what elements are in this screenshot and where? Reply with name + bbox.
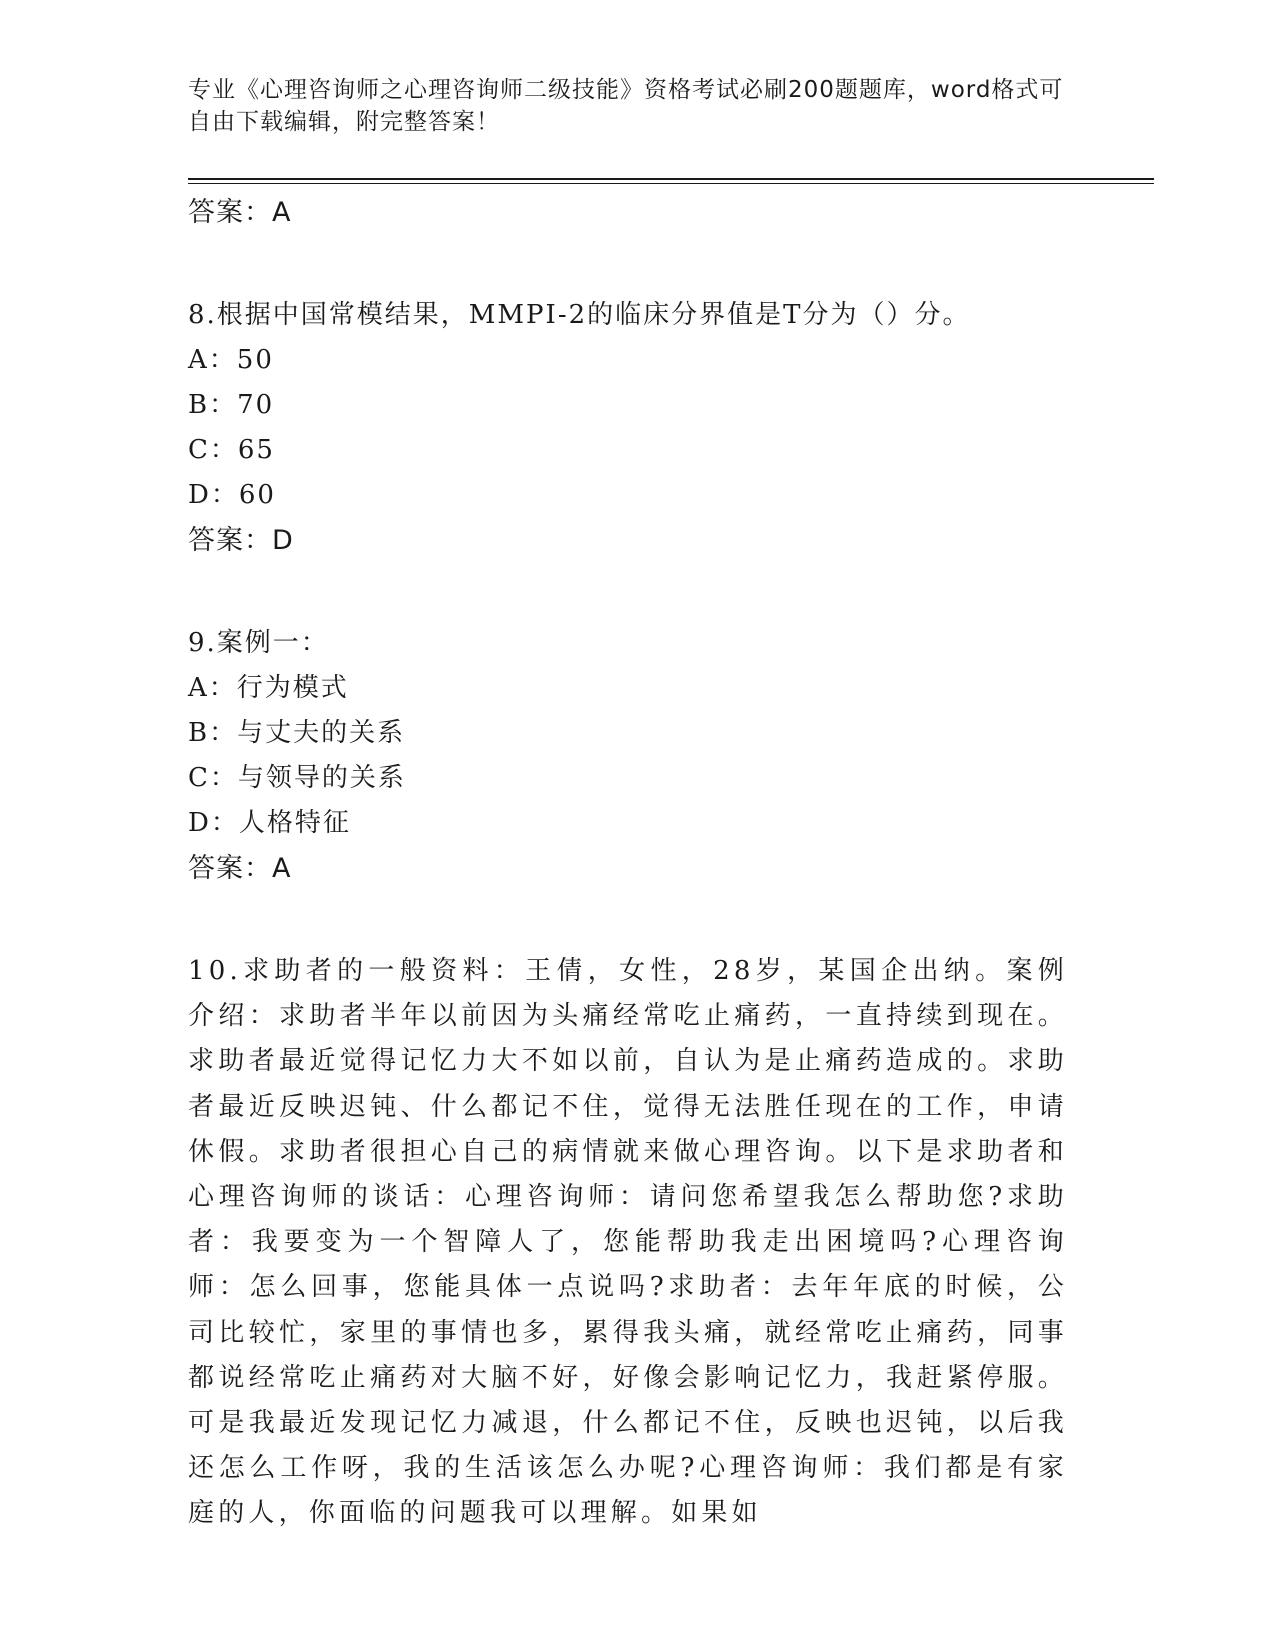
- option-c: C：与领导的关系: [188, 763, 406, 793]
- header-divider-thin: [188, 183, 1154, 184]
- spacer: [188, 235, 1088, 293]
- header-divider: [188, 178, 1154, 180]
- question-content: [188, 190, 1088, 1537]
- question-text: 8.根据中国常模结果，MMPI-2的临床分界值是T分为（）分。: [188, 300, 971, 330]
- question-block-9: [188, 621, 1088, 891]
- option-c: C：65: [188, 435, 275, 465]
- option-a: A：50: [188, 345, 274, 375]
- spacer: [188, 563, 1088, 621]
- answer-line: 答案：A: [188, 197, 292, 228]
- option-b: B：与丈夫的关系: [188, 718, 406, 748]
- question-text: 9.案例一：: [188, 628, 329, 658]
- spacer: [188, 891, 1088, 949]
- option-d: D：人格特征: [188, 808, 351, 838]
- question-text: 10.求助者的一般资料：王倩，女性，28岁，某国企出纳。案例介绍：求助者半年以前因为头痛经常吃止痛药，一直持续到现在。求助者最近觉得记忆力大不如以前，自认为是止痛药造成的。求助者最近反映迟钝、什么都记不住，觉得无法胜任现在的工作，申请休假。求助者很担心自己的病情就来做心理咨询。以下是求助者和心理咨询师的谈话：心理咨询师：请问您希望我怎么帮助您?求助者：我要变为一个智障人了，您能帮助我走出困境吗?心理咨询师：怎么回事，您能具体一点说吗?求助者：去年年底的时候，公司比较忙，家里的事情也多，累得我头痛，就经常吃止痛药，同事都说经常吃止痛药对大脑不好，好像会影响记忆力，我赶紧停服。可是我最近发现记忆力减退，什么都记不住，反映也迟钝，以后我还怎么工作呀，我的生活该怎么办呢?心理咨询师：我们都是有家庭的人，你面临的问题我可以理解。如果如: [188, 956, 1068, 1529]
- option-d: D：60: [188, 480, 276, 510]
- answer-line: 答案：D: [188, 525, 294, 556]
- answer-line: 答案：A: [188, 853, 292, 884]
- option-a: A：行为模式: [188, 673, 349, 703]
- question-block-10: [188, 949, 1088, 1537]
- page-header: 专业《心理咨询师之心理咨询师二级技能》资格考试必刷200题题库，word格式可自由下载编辑，附完整答案！: [188, 77, 1064, 135]
- question-block-8: [188, 293, 1088, 563]
- option-b: B：70: [188, 390, 275, 420]
